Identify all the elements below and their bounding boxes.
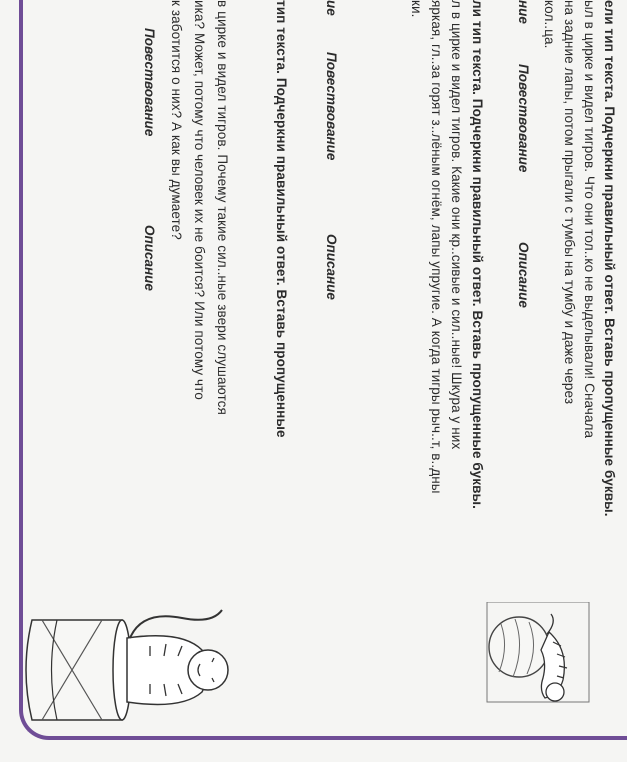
tiger-on-ball-icon	[477, 602, 597, 712]
task3-line-2: ика? Может, потому что человек их не боится? Или потому что	[192, 0, 207, 400]
task3-option-narration[interactable]: Повествование	[142, 28, 157, 137]
task2-option-description[interactable]: Описание	[324, 234, 339, 300]
task1-line-3: кол..ца.	[542, 0, 557, 49]
task3-heading: тип текста. Подчеркни правильный ответ. Вставь пропущенные	[274, 0, 289, 438]
task1-option-partial[interactable]: ние	[516, 0, 531, 24]
task2-line-1: л в цирке и видел тигров. Какие они кр..сивые и сил..ные! Шкура у них	[449, 0, 464, 450]
task2-option-partial[interactable]: ие	[324, 0, 339, 16]
task1-line-2: на задние лапы, потом прыгали с тумбы на тумбу и даже через	[562, 0, 577, 405]
task2-line-2: яркая, гл..за горят з..лёным огнём, лапы упругие. А когда тигры рыч..т, в..дны	[429, 0, 444, 494]
task2-option-narration[interactable]: Повествование	[324, 52, 339, 161]
task1-option-description[interactable]: Описание	[516, 242, 531, 308]
task3-line-1: в цирке и видел тигров. Почему такие сил..ные звери слушаются	[215, 0, 230, 415]
task1-line-1: ыл в цирке и видел тигров. Что они тол..ко не выделывали! Сначала	[582, 0, 597, 439]
task2-heading: ли тип текста. Подчеркни правильный ответ. Вставь пропущенные буквы.	[470, 0, 485, 510]
task1-option-narration[interactable]: Повествование	[516, 64, 531, 173]
task1-heading: ели тип текста. Подчеркни правильный ответ. Вставь пропущенные буквы.	[602, 0, 617, 517]
task2-line-3: ки.	[409, 0, 424, 18]
tiger-on-pedestal-icon	[17, 600, 242, 740]
task3-option-description[interactable]: Описание	[142, 225, 157, 291]
task3-line-3: к заботится о них? А как вы думаете?	[169, 0, 184, 240]
